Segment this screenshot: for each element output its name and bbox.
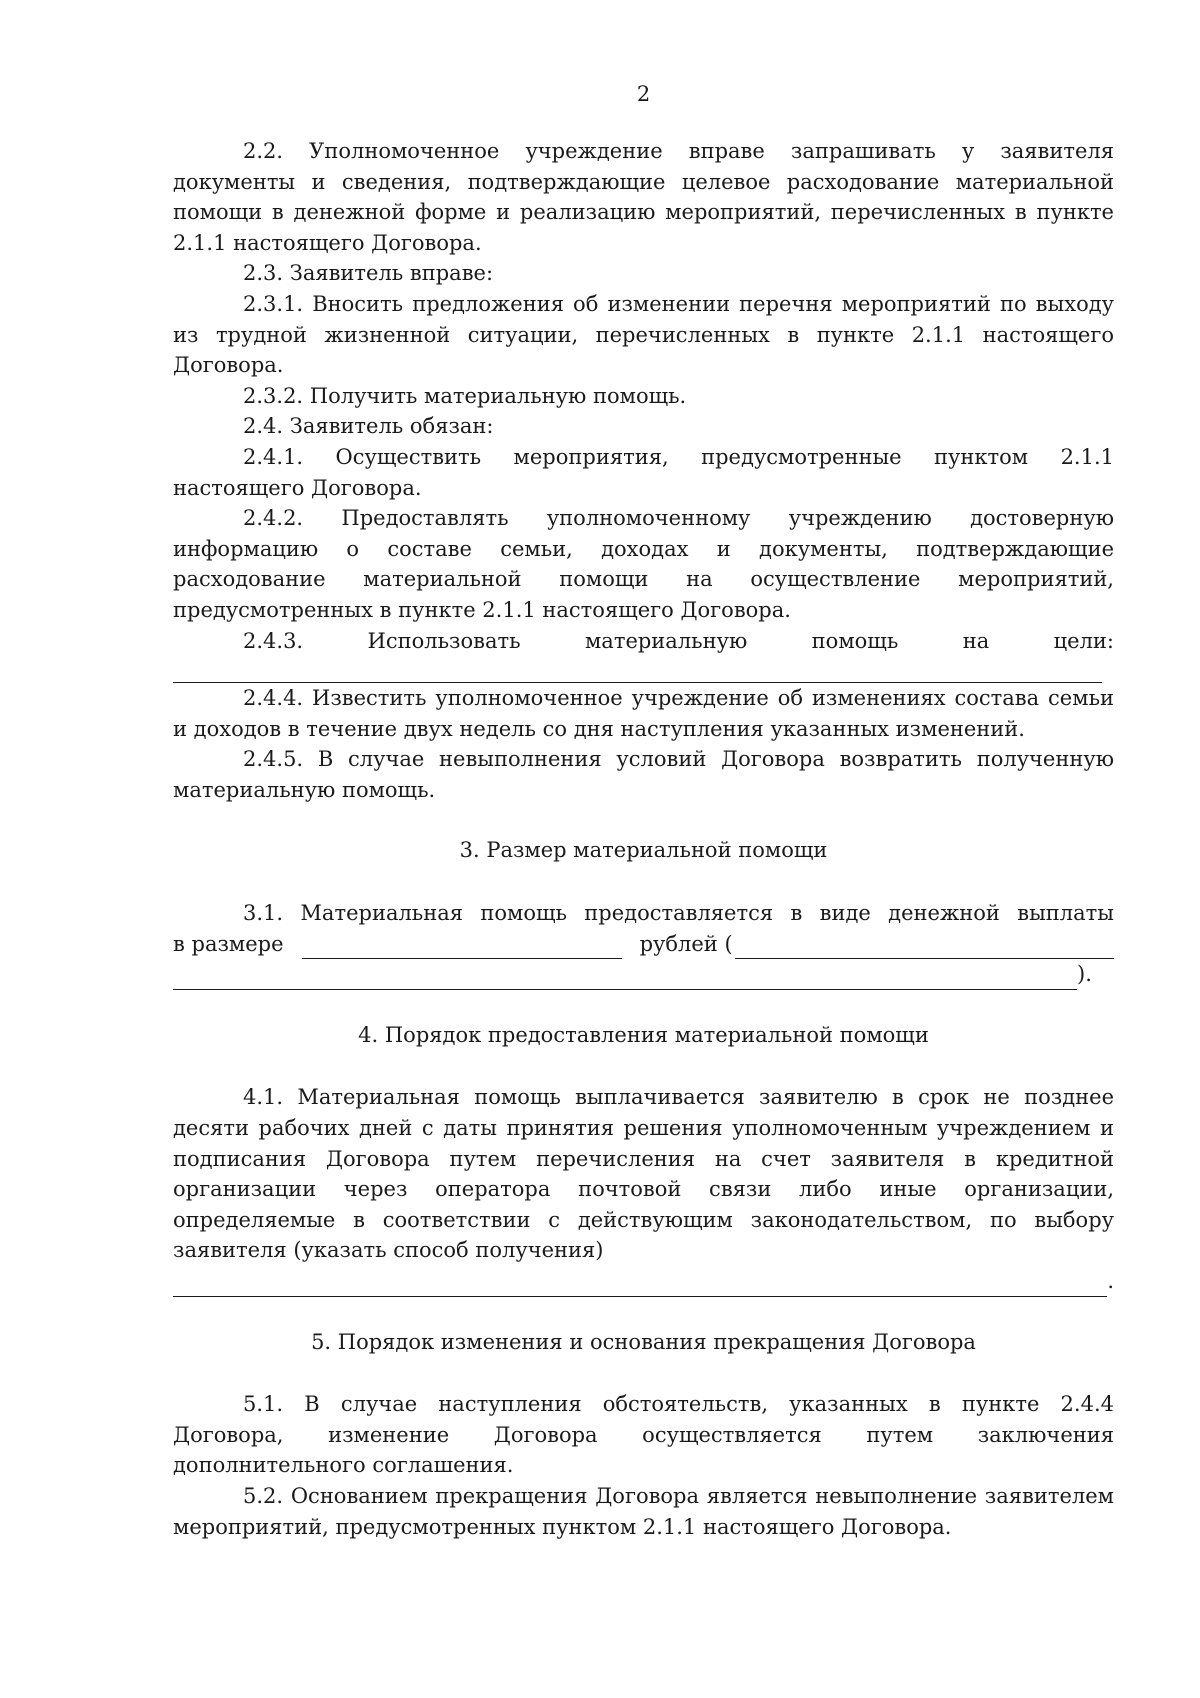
paragraph-2-4-1: 2.4.1. Осуществить мероприятия, предусмотренные пунктом 2.1.1 настоящего Договора. <box>173 444 1114 500</box>
section-5-heading: 5. Порядок изменения и основания прекращения Договора <box>311 1329 976 1354</box>
amount-in-words-blank[interactable] <box>735 936 1114 959</box>
amount-prefix: в размере <box>173 931 284 956</box>
purpose-blank-line[interactable] <box>173 656 1102 683</box>
paragraph-2-2: 2.2. Уполномоченное учреждение вправе запрашивать у заявителя документы и сведения, подтверждающие целевое расходование материальной помощи в денежной форме и реализацию мероприятий, перечисленных в пункте 2.1.1 настоящего Договора. <box>173 139 1114 255</box>
payment-method-blank[interactable] <box>173 1272 1107 1297</box>
paragraph-2-3-2: 2.3.2. Получить материальную помощь. <box>243 383 687 408</box>
paragraph-5-1: 5.1. В случае наступления обстоятельств, указанных в пункте 2.4.4 Договора, изменение Договора осуществляется путем заключения дополнительного соглашения. <box>173 1392 1114 1478</box>
amount-blank[interactable] <box>302 936 622 959</box>
amount-in-words-blank-continued[interactable] <box>173 965 1077 990</box>
paragraph-2-3: 2.3. Заявитель вправе: <box>243 261 494 286</box>
amount-row <box>173 929 1114 960</box>
paragraph-2-4-3: 2.4.3. Использовать материальную помощь на цели: <box>243 628 1114 653</box>
amount-words-row <box>173 959 1114 990</box>
amount-close: ). <box>1077 962 1092 987</box>
payment-method-row <box>173 1266 1114 1297</box>
paragraph-2-4: 2.4. Заявитель обязан: <box>243 414 494 439</box>
document-body <box>173 136 1114 1542</box>
payment-method-end: . <box>1107 1269 1114 1293</box>
paragraph-2-4-2: 2.4.2. Предоставлять уполномоченному учреждению достоверную информацию о составе семьи, доходах и документы, подтверждающие расходование материальной помощи на осуществление мероприятий, предусмотренных в пункте 2.1.1 настоящего Договора. <box>173 506 1114 622</box>
paragraph-3-1: 3.1. Материальная помощь предоставляется в виде денежной выплаты <box>243 901 1114 926</box>
section-4-heading: 4. Порядок предоставления материальной помощи <box>358 1022 929 1047</box>
rubles-label: рублей ( <box>639 931 733 956</box>
paragraph-5-2: 5.2. Основанием прекращения Договора является невыполнение заявителем мероприятий, предусмотренных пунктом 2.1.1 настоящего Договора. <box>173 1483 1114 1539</box>
section-3-heading: 3. Размер материальной помощи <box>459 838 828 863</box>
page-number: 2 <box>636 82 651 106</box>
paragraph-2-4-4: 2.4.4. Известить уполномоченное учреждение об изменениях состава семьи и доходов в течение двух недель со дня наступления указанных изменений. <box>173 686 1114 741</box>
paragraph-2-4-5: 2.4.5. В случае невыполнения условий Договора возвратить полученную материальную помощь. <box>173 747 1114 802</box>
paragraph-4-1: 4.1. Материальная помощь выплачивается заявителю в срок не позднее десяти рабочих дней с даты принятия решения уполномоченным учреждением и подписания Договора путем перечисления на счет заявителя в кредитной организации через оператора почтовой связи либо иные организации, определяемые в соответствии с действующим законодательством, по выбору заявителя (указать способ получения) <box>173 1085 1114 1263</box>
paragraph-2-3-1: 2.3.1. Вносить предложения об изменении перечня мероприятий по выходу из трудной жизненной ситуации, перечисленных в пункте 2.1.1 настоящего Договора. <box>173 291 1114 378</box>
